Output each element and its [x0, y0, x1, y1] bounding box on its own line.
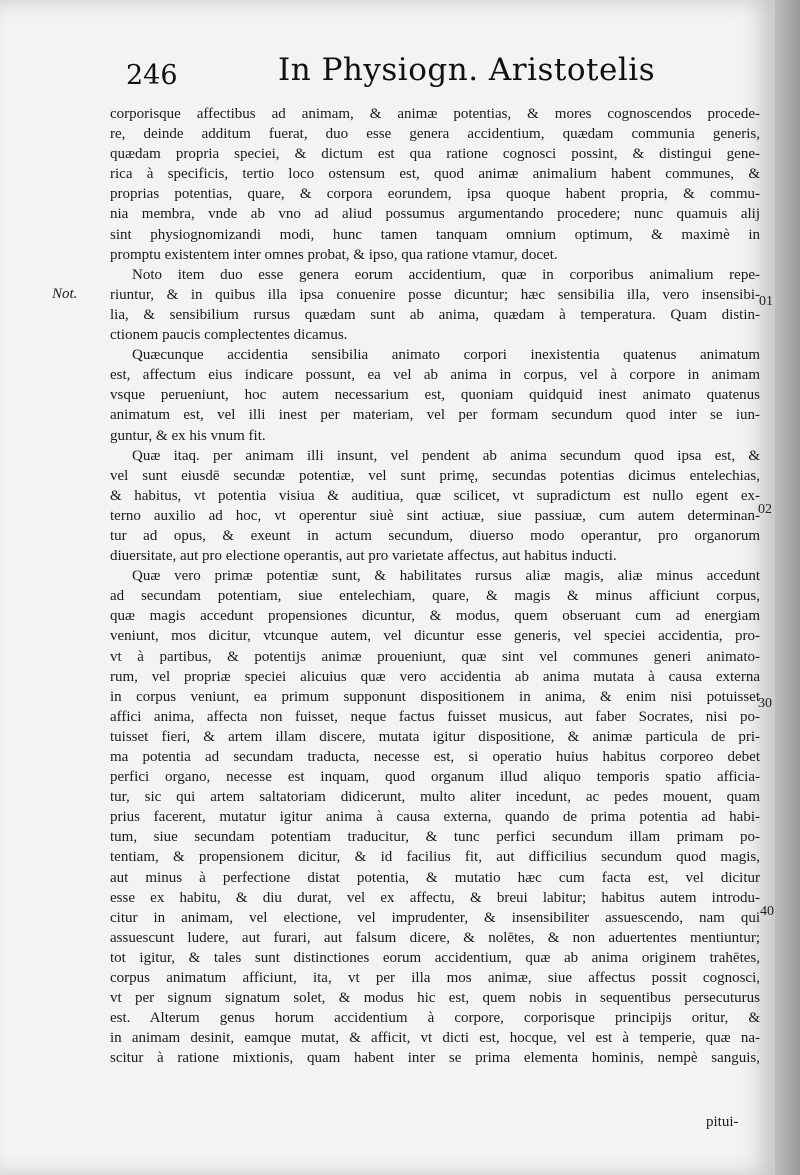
text-line: est, affectum eius indicare possunt, ea vel ab anima in corpus, vel à corpore in animam	[110, 367, 760, 384]
text-line: terno auxilio ad hoc, vt operentur siuè sint actiuæ, siue passiuæ, cum autem determinan-	[110, 507, 760, 524]
book-gutter	[775, 0, 800, 1175]
text-line: veniunt, mos dicitur, vtcunque autem, vel dicuntur esse generis, vel speciei accidentia, pro-	[110, 628, 760, 645]
text-line: tur ad opus, & exeunt in actum secundum, diuerso modo operantur, pro organorum	[110, 527, 760, 544]
text-line: in animam desinit, eamque mutat, & afficit, vt dicti est, hocque, vel est à temperie, quæ na-	[110, 1030, 760, 1047]
page-header	[118, 48, 718, 100]
text-line: lia, & sensibilium rursus quædam sunt ab anima, quædam à temperatura. Quam distin-	[110, 306, 760, 323]
text-line: esse ex habitu, & diu durat, vel ex affectu, & breui labitur; habitus autem introdu-	[110, 889, 760, 906]
text-line: assuescunt ludere, aut furari, aut falsum dicere, & nolētes, & non aduertentes mentiuntur;	[110, 929, 760, 946]
text-line: perfici organo, necesse est inquam, quod organum illud aliquo temporis spatio afficia-	[110, 769, 760, 786]
text-line: corpus animatum afficiunt, ita, vt per illa mos animæ, siue affectus possit cognosci,	[110, 970, 760, 987]
text-line: proprias potentias, quare, & corpora eorundem, ipsa quoque habent propria, & commu-	[110, 186, 760, 203]
text-line: riuntur, & in quibus illa ipsa conuenire posse dicuntur; hæc sensibilia illa, vero insensibi-	[110, 286, 760, 303]
margin-line-number-4: 40	[760, 904, 774, 919]
text-line: re, deinde additum fuerat, duo esse genera accidentium, quædam communia generis,	[110, 126, 760, 143]
text-line: ma potentia ad secundam traducta, necesse est, si operatio huius habitus corporeo debet	[110, 749, 760, 765]
text-line: rica à specificis, tertio loco ostensum est, quod animæ animalium habent communes, &	[110, 166, 760, 183]
text-line: Quæ vero primæ potentiæ sunt, & habilitates rursus aliæ magis, aliæ minus accedunt	[132, 568, 760, 585]
text-line: tentiam, & propensionem dicitur, & id facilius fit, aut difficilius secundum quod magis,	[110, 849, 760, 866]
text-line: ctionem paucis complectentes dicamus.	[110, 327, 348, 344]
text-line: tur, sic qui artem saltatoriam didicerunt, multo aliter incedunt, ac pedes mouent, quam	[110, 789, 760, 806]
text-line: Quæcunque accidentia sensibilia animato corpori inexistentia quatenus animatum	[132, 347, 760, 364]
text-line: guntur, & ex his vnum fit.	[110, 427, 266, 444]
text-line: corporisque affectibus ad animam, & animæ potentias, & mores cognoscendos procede-	[110, 106, 760, 122]
running-title: In Physiogn. Aristotelis	[278, 52, 656, 88]
text-line: tuisset fieri, & artem illam discere, mutata igitur dispositione, & animæ particula de pri-	[110, 728, 760, 745]
text-line: tum, siue secundam potentiam traducitur, & tunc perfici secundum illam primam po-	[110, 829, 760, 846]
text-line: vsque perueniunt, hoc autem necessarium est, quoniam quidquid inest animato quatenus	[110, 387, 760, 404]
text-line: tot igitur, & tales sunt distinctiones eorum accidentium, quæ ab anima originem trahētes,	[110, 949, 760, 966]
text-line: vt per signum signatum solet, & modus hic est, quem nobis in sequentibus persecuturus	[110, 990, 760, 1007]
body-text	[110, 104, 760, 1069]
text-line: Noto item duo esse genera eorum accidentium, quæ in corporibus animalium repe-	[132, 266, 760, 283]
page-number: 246	[126, 60, 178, 91]
text-line: Quæ itaq. per animam illi insunt, vel pendent ab anima secundum quod ipsa est, &	[132, 447, 760, 464]
text-line: animatum est, vel illi inest per materiam, vel per formam secundum quod inter se iun-	[110, 407, 760, 424]
margin-line-number-1: 01	[759, 294, 773, 309]
text-line: rum, vel propriæ speciei alicuius quæ vero accidentia ab anima mutata à causa externa	[110, 668, 760, 685]
text-line: citur in animam, vel electione, vel imprudenter, & insensibiliter assuescendo, nam qui	[110, 909, 760, 926]
margin-line-number-3: 30	[758, 696, 772, 711]
margin-note: Not.	[52, 286, 78, 302]
text-line: sint physiognomizandi modi, hunc tamen tanquam omnium optimum, & maximè in	[110, 226, 760, 243]
text-line: vel sunt eiusdē secundæ potentiæ, vel sunt primę, secundas potentias dicimus entelechias,	[110, 467, 760, 484]
text-line: in corpus veniunt, ea primum supponunt dispositionem in anima, & enim nisi potuisset	[110, 688, 760, 705]
text-line: vt à partibus, & potentijs animæ proueniunt, quæ sint vel communes generi animato-	[110, 648, 760, 665]
text-line: quæ magis accedunt propensiones dicuntur, & modus, quem obseruant cum ad energiam	[110, 608, 760, 625]
text-line: promptu existentem inter omnes probat, & ipso, qua ratione vtamur, docet.	[110, 246, 558, 263]
catchword: pitui-	[706, 1114, 739, 1130]
text-line: diuersitate, aut pro electione operantis, aut pro varietate affectus, aut habitus inducti.	[110, 548, 617, 565]
text-line: affici anima, affecta non fuisset, neque factus fuisset musicus, aut faber Socrates, nisi po-	[110, 708, 760, 725]
text-line: & habitus, vt potentia visiua & auditiua, quæ scilicet, vt supradictum est nullo egent ex-	[110, 487, 760, 504]
text-line: nia membra, vnde ab vno ad aliud possumus argumentando procedere; nunc quamuis alij	[110, 206, 760, 223]
text-line: est. Alterum genus horum accidentium à corpore, corporisque principijs oritur, &	[110, 1010, 760, 1027]
text-line: ad secundam potentiam, siue entelechiam, quare, & magis & minus afficiunt corpus,	[110, 588, 760, 605]
text-line: scitur à ratione mixtionis, quam habent inter se prima elementa hominis, nempè sanguis,	[110, 1050, 760, 1067]
text-line: quædam propria speciei, & dictum est qua ratione cognosci possint, & distingui gene-	[110, 146, 760, 163]
margin-line-number-2: 02	[758, 502, 772, 517]
text-line: prius facerent, mutatur igitur anima à causa externa, quando de prima potentia ad habi-	[110, 809, 760, 826]
text-line: aut minus à perfectione distat potentia, & mutatio hæc cum facta est, vel dicitur	[110, 869, 760, 886]
